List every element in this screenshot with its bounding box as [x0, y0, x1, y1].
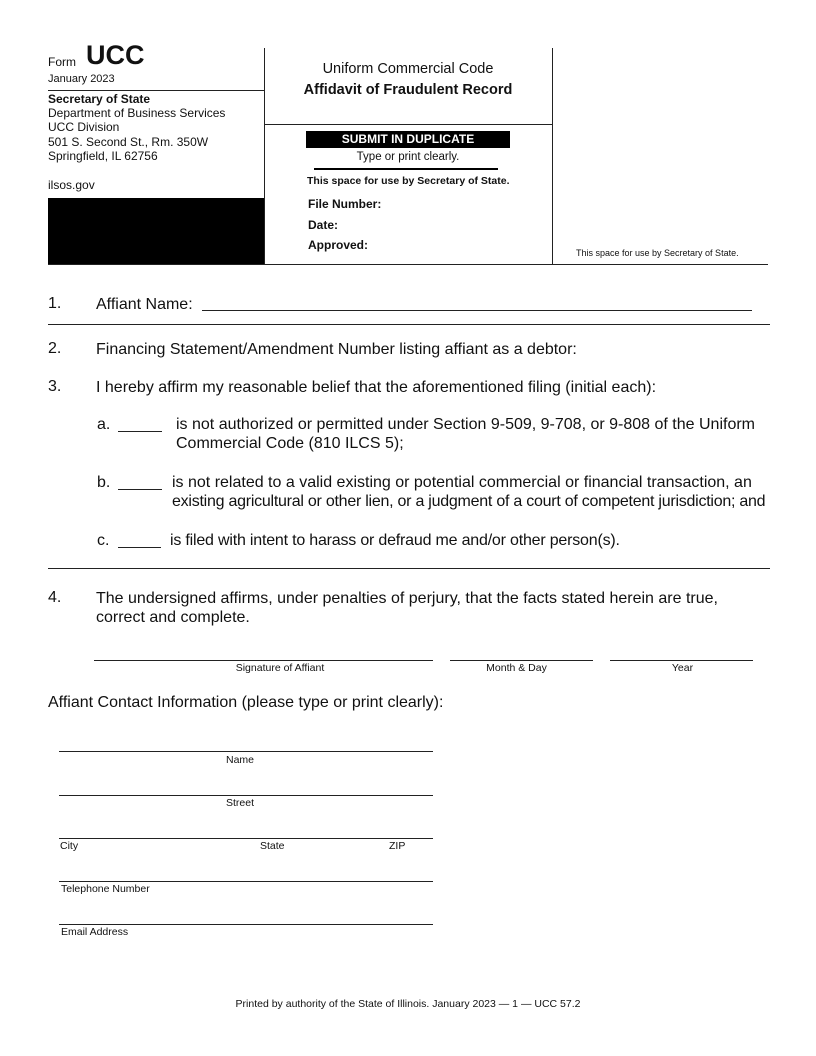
year-caption: Year [671, 662, 694, 674]
form-date: January 2023 [48, 73, 115, 85]
divider [48, 90, 264, 91]
agency-line: 501 S. Second St., Rm. 350W [48, 135, 209, 149]
year-field[interactable] [610, 660, 753, 661]
form-prefix: Form [48, 55, 76, 69]
state-caption: State [260, 840, 285, 852]
item-number: 1. [48, 295, 62, 312]
form-code: UCC [86, 40, 145, 70]
perjury-statement: correct and complete. [96, 609, 250, 626]
item-number: 2. [48, 340, 62, 357]
divider [264, 48, 265, 264]
email-caption: Email Address [61, 926, 129, 938]
street-field[interactable] [59, 795, 433, 796]
submit-duplicate-banner: SUBMIT IN DUPLICATE [306, 131, 510, 148]
affiant-name-field[interactable] [202, 293, 752, 311]
name-caption: Name [226, 754, 255, 766]
file-number-label: File Number: [308, 197, 382, 211]
perjury-statement: The undersigned affirms, under penalties of perjury, that the facts stated herein are true, [96, 590, 718, 607]
item-number: 4. [48, 589, 62, 606]
header-bottom-rule [48, 264, 768, 265]
initial-field-a[interactable] [118, 416, 162, 432]
sos-use-note: This space for use by Secretary of State. [307, 175, 510, 187]
option-letter: c. [97, 532, 110, 549]
city-caption: City [60, 840, 79, 852]
option-b-text: existing agricultural or other lien, or a judgment of a court of competent jurisdiction; and [172, 493, 766, 510]
date-label: Date: [308, 218, 339, 232]
option-a-text: Commercial Code (810 ILCS 5); [176, 435, 404, 452]
signature-caption: Signature of Affiant [235, 662, 325, 674]
title-line-2: Affidavit of Fraudulent Record [303, 82, 513, 98]
contact-heading: Affiant Contact Information (please type or print clearly): [48, 694, 444, 711]
footer-note: Printed by authority of the State of Illinois. January 2023 — 1 — UCC 57.2 [235, 998, 581, 1010]
street-caption: Street [226, 797, 255, 809]
agency-title: Secretary of State [48, 92, 151, 106]
agency-line: UCC Division [48, 120, 120, 134]
affiant-name-label: Affiant Name: [96, 296, 193, 313]
affirm-statement: I hereby affirm my reasonable belief that the aforementioned filing (initial each): [96, 379, 657, 396]
divider [552, 48, 553, 264]
option-a-text: is not authorized or permitted under Section 9-509, 9-708, or 9-808 of the Uniform [176, 416, 755, 433]
divider [314, 168, 498, 170]
option-c-text: is filed with intent to harass or defraud me and/or other person(s). [170, 532, 620, 549]
city-state-zip-field[interactable] [59, 838, 433, 839]
agency-line: Springfield, IL 62756 [48, 149, 158, 163]
telephone-caption: Telephone Number [61, 883, 150, 895]
telephone-field[interactable] [59, 881, 433, 882]
print-note: Type or print clearly. [356, 151, 460, 163]
email-field[interactable] [59, 924, 433, 925]
financing-statement-label: Financing Statement/Amendment Number listing affiant as a debtor: [96, 341, 577, 358]
agency-line: Department of Business Services [48, 106, 226, 120]
month-day-field[interactable] [450, 660, 593, 661]
option-letter: a. [97, 416, 111, 433]
initial-field-c[interactable] [118, 532, 161, 548]
option-letter: b. [97, 474, 111, 491]
approved-label: Approved: [308, 238, 368, 252]
name-field[interactable] [59, 751, 433, 752]
black-block [48, 198, 264, 264]
title-line-1: Uniform Commercial Code [322, 61, 494, 77]
zip-caption: ZIP [389, 840, 406, 852]
item-number: 3. [48, 378, 62, 395]
agency-website[interactable]: ilsos.gov [48, 178, 95, 192]
signature-field[interactable] [94, 660, 433, 661]
sos-use-note-right: This space for use by Secretary of State. [576, 248, 739, 258]
option-b-text: is not related to a valid existing or potential commercial or financial transaction, an [172, 474, 752, 491]
divider [48, 568, 770, 569]
month-day-caption: Month & Day [486, 662, 547, 674]
divider [264, 124, 552, 125]
initial-field-b[interactable] [118, 474, 162, 490]
divider [48, 324, 770, 325]
